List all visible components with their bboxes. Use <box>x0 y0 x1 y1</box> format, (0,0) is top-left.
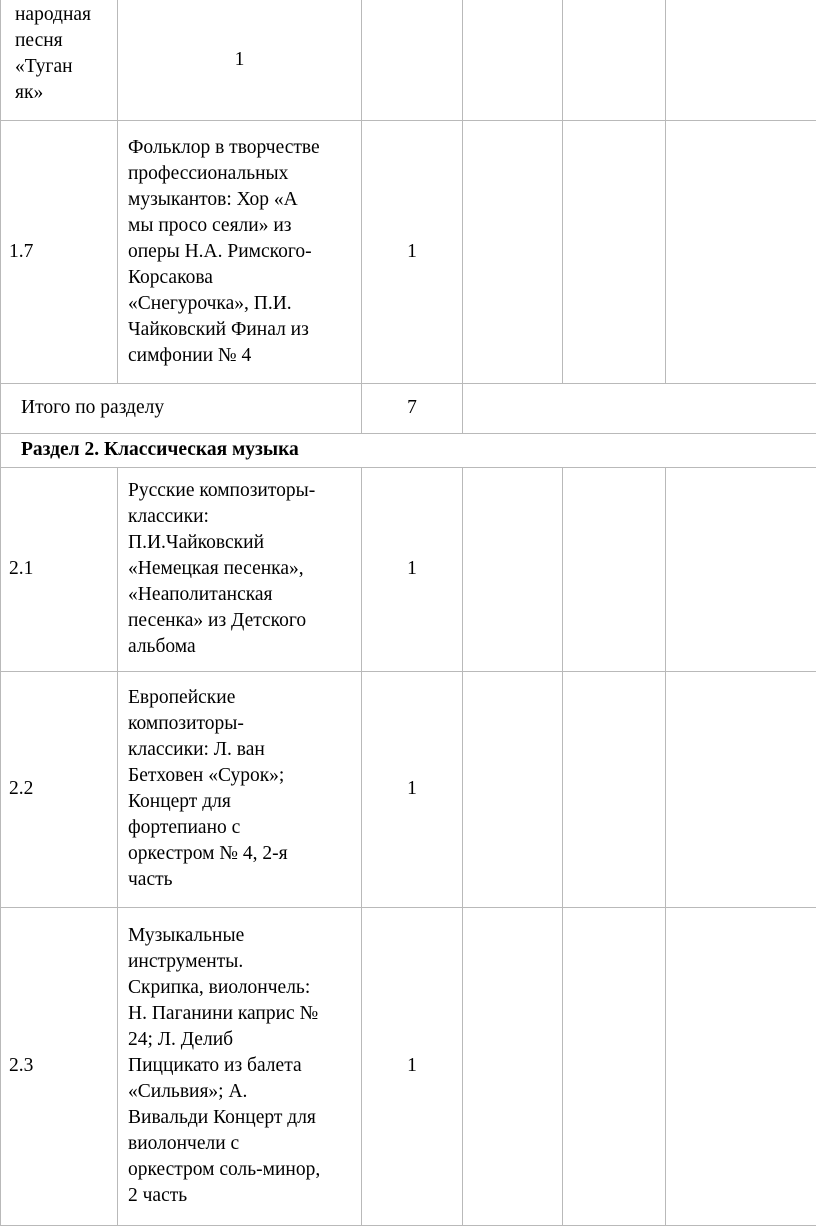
empty-cell <box>666 671 816 907</box>
row-number: 1.7 <box>1 120 118 383</box>
section-title: Раздел 2. Классическая музыка <box>1 433 816 467</box>
hours-cell: 1 <box>362 907 463 1225</box>
topic-name-cell: Европейские композиторы- классики: Л. ван Бетховен «Сурок»; Концерт для фортепиано с оркестром № 4, 2-я часть <box>118 671 362 907</box>
empty-cell <box>463 0 563 120</box>
row-number: 2.2 <box>1 671 118 907</box>
empty-cell <box>666 120 816 383</box>
table-row <box>1 120 816 383</box>
hours-cell: 1 <box>362 120 463 383</box>
row-number: 2.3 <box>1 907 118 1225</box>
hours-cell: 1 <box>118 0 362 120</box>
topic-name-cell: народная песня «Туган як» <box>1 0 118 120</box>
empty-cell <box>563 467 666 671</box>
empty-cell <box>563 907 666 1225</box>
table-row <box>1 0 816 120</box>
row-number: 2.1 <box>1 467 118 671</box>
topic-name-cell: Музыкальные инструменты. Скрипка, виолончель: Н. Паганини каприс № 24; Л. Делиб Пиццикато из балета «Сильвия»; А. Вивальди Концерт для виолончели с оркестром соль-минор, 2 часть <box>118 907 362 1225</box>
empty-cell <box>463 383 816 433</box>
topic-name-cell: Русские композиторы- классики: П.И.Чайковский «Немецкая песенка», «Неаполитанская песенка» из Детского альбома <box>118 467 362 671</box>
table-row <box>1 671 816 907</box>
table-row <box>1 467 816 671</box>
empty-cell <box>463 671 563 907</box>
table-row <box>1 907 816 1225</box>
empty-cell <box>463 907 563 1225</box>
hours-cell: 1 <box>362 671 463 907</box>
empty-cell <box>666 0 816 120</box>
topic-name-cell: Фольклор в творчестве профессиональных музыкантов: Хор «А мы просо сеяли» из оперы Н.А. Римского- Корсакова «Снегурочка», П.И. Чайковский Финал из симфонии № 4 <box>118 120 362 383</box>
empty-cell <box>666 467 816 671</box>
hours-cell: 1 <box>362 467 463 671</box>
empty-cell <box>463 120 563 383</box>
empty-cell <box>563 0 666 120</box>
empty-cell <box>463 467 563 671</box>
empty-cell <box>563 671 666 907</box>
empty-cell <box>666 907 816 1225</box>
empty-cell <box>563 120 666 383</box>
total-hours: 7 <box>362 383 463 433</box>
section-total-row <box>1 383 816 433</box>
total-label: Итого по разделу <box>1 383 362 433</box>
section-heading-row <box>1 433 816 467</box>
empty-cell <box>362 0 463 120</box>
